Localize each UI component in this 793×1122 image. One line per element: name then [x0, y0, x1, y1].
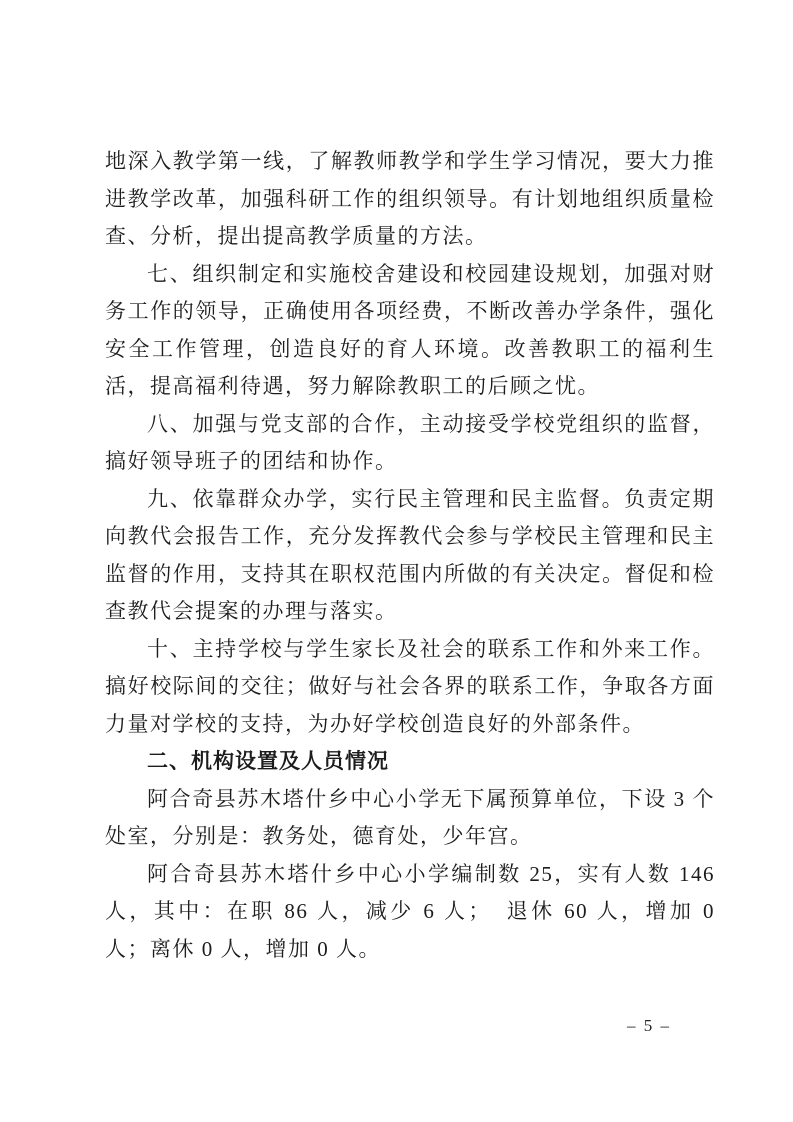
- section-heading-organization: 二、机构设置及人员情况: [147, 750, 389, 773]
- paragraph-budget-units: 阿合奇县苏木塔什乡中心小学无下属预算单位，下设 3 个处室，分别是：教务处，德育处，少年宫。: [105, 786, 715, 848]
- document-body: [105, 143, 715, 968]
- paragraph-item-eight: 八、加强与党支部的合作，主动接受学校党组织的监督，搞好领导班子的团结和协作。: [105, 411, 715, 473]
- paragraph-item-nine: 九、依靠群众办学，实行民主管理和民主监督。负责定期向教代会报告工作，充分发挥教代会参与学校民主管理和民主监督的作用，支持其在职权范围内所做的有关决定。督促和检查教代会提案的办理与落实。: [105, 486, 715, 623]
- paragraph-continuation: 地深入教学第一线，了解教师教学和学生学习情况，要大力推进教学改革，加强科研工作的组织领导。有计划地组织质量检查、分析，提出提高教学质量的方法。: [105, 149, 715, 248]
- paragraph-item-seven: 七、组织制定和实施校舍建设和校园建设规划，加强对财务工作的领导，正确使用各项经费，不断改善办学条件，强化安全工作管理，创造良好的育人环境。改善教职工的福利生活，提高福利待遇，努力解除教职工的后顾之忧。: [105, 261, 715, 398]
- paragraph-item-ten: 十、主持学校与学生家长及社会的联系工作和外来工作。搞好校际间的交往；做好与社会各界的联系工作，争取各方面力量对学校的支持，为办好学校创造良好的外部条件。: [105, 636, 715, 736]
- paragraph-staffing-numbers: 阿合奇县苏木塔什乡中心小学编制数 25，实有人数 146 人，其中：在职 86 人，减少 6 人； 退休 60 人，增加 0 人；离休 0 人，增加 0 人。: [105, 861, 715, 961]
- page-number: – 5 –: [627, 1016, 671, 1035]
